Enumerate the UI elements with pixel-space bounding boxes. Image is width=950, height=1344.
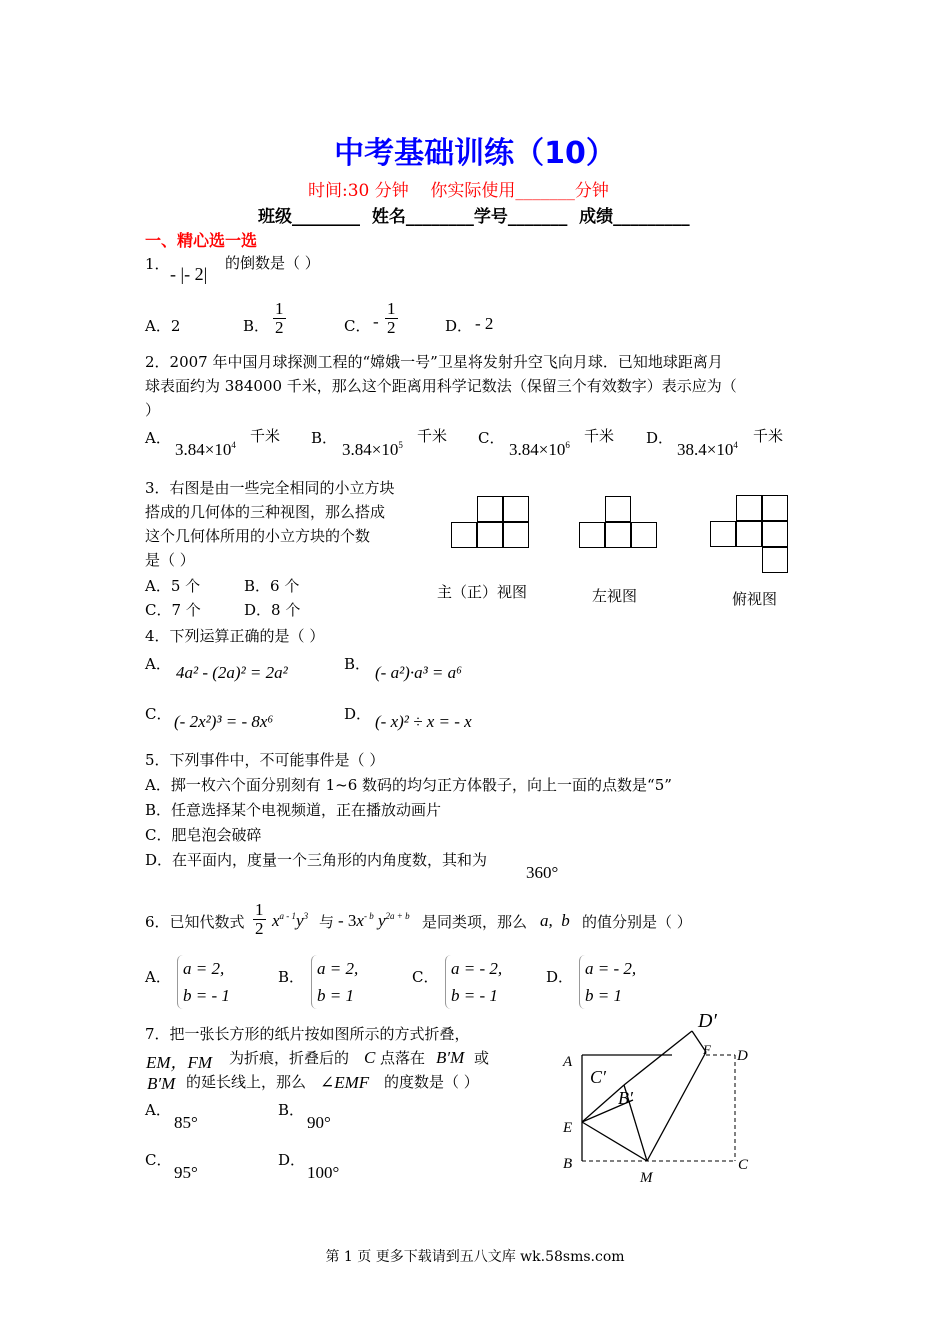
label-A: A <box>563 1054 573 1070</box>
left-view-cell <box>631 522 657 548</box>
top-view-caption: 俯视图 <box>732 590 778 608</box>
q7-option-b-value: 90° <box>307 1113 331 1132</box>
top-view-cell <box>762 521 788 547</box>
q2-option-c-label: C． <box>478 429 505 447</box>
q2-a-exp: 4 <box>231 440 236 450</box>
top-view-cell <box>710 521 736 547</box>
q2-option-b-unit: 千米 <box>417 427 448 445</box>
q6-option-d-label: D． <box>546 968 574 986</box>
q2-option-a-unit: 千米 <box>250 427 281 445</box>
q6-fraction <box>253 901 266 938</box>
q7-fold-diagram <box>555 1005 770 1190</box>
q6-term-2: - $3x^{- b}$ $y^{2a + b}$ <box>338 911 410 930</box>
q2-option-d-label: D． <box>646 429 674 447</box>
time-line: 时间:30 分钟 你实际使用_______分钟 <box>308 181 609 201</box>
q4-option-c-expr: (- 2x²)³ = - 8x⁶ <box>174 712 274 731</box>
q7-line-3-end: 的度数是（ ） <box>384 1073 479 1091</box>
q6-c-line-2: b = - 1 <box>451 986 498 1005</box>
q7-option-d-label: D． <box>278 1151 306 1169</box>
info-line: 班级________ 姓名________学号_______ 成绩_________ <box>258 207 690 227</box>
edge-Cp-Dp <box>624 1031 692 1085</box>
q5-option-b: B．任意选择某个电视频道，正在播放动画片 <box>145 801 442 819</box>
front-view-cell <box>451 522 477 548</box>
page-footer: 第 1 页 更多下载请到五八文库 wk.58sms.com <box>325 1249 625 1265</box>
q7-option-c-label: C． <box>145 1151 172 1169</box>
q6-b-line-1: a = 2, <box>317 959 359 978</box>
q6-a-line-1: a = 2, <box>183 959 225 978</box>
q1-option-b-label: B． <box>243 317 270 335</box>
q4-option-d-label: D． <box>344 705 372 723</box>
q1-option-d-value: - 2 <box>475 314 494 333</box>
q1-c-numerator: 1 <box>387 299 396 318</box>
top-view-cell <box>736 495 762 521</box>
q3-line-1: 3．右图是由一些完全相同的小立方块 <box>145 479 395 497</box>
q1-number: 1． <box>145 255 170 273</box>
q1-option-b-frac <box>273 300 286 337</box>
q1-c-denominator: 2 <box>387 318 396 337</box>
front-view-cell <box>477 496 503 522</box>
label-D-prime: D′ <box>698 1010 717 1032</box>
q7-option-c-value: 95° <box>174 1163 198 1182</box>
label-B-prime: B′ <box>618 1088 633 1108</box>
label-B: B <box>563 1156 573 1172</box>
q7-angle: ∠EMF <box>320 1073 370 1092</box>
top-view-cell <box>736 521 762 547</box>
label-M: M <box>640 1170 653 1186</box>
q2-c-exp: 6 <box>565 440 570 450</box>
q7-em-fm: EM，FM <box>146 1053 213 1072</box>
front-view-caption: 主（正）视图 <box>437 583 528 601</box>
q2-option-d-unit: 千米 <box>753 427 784 445</box>
q1-option-d-label: D． <box>445 317 473 335</box>
q3-option-d: D．8 个 <box>244 601 301 619</box>
front-view-cell <box>477 522 503 548</box>
q6-mid-word: 与 <box>319 913 335 931</box>
q7-bm-2: B′M <box>147 1074 176 1093</box>
label-C-prime: C′ <box>590 1067 606 1087</box>
q1-option-c-frac <box>385 300 398 337</box>
q5-option-d-value: 360° <box>526 863 559 882</box>
q6-d-line-1: a = - 2, <box>585 959 637 978</box>
page-title: 中考基础训练（10） <box>334 136 616 171</box>
q1-stem: 的倒数是（ ） <box>225 254 320 272</box>
q6-option-c-label: C． <box>412 968 439 986</box>
q2-a-base: 3.84×10 <box>175 440 232 459</box>
q1-b-denominator: 2 <box>275 318 284 337</box>
q7-line-2-end: 或 <box>474 1049 490 1067</box>
q2-line-1: 2．2007 年中国月球探测工程的“嫦娥一号”卫星将发射升空飞向月球．已知地球距离月 <box>145 353 723 371</box>
q6-term-1: $x^{a - 1}y^3$ <box>272 911 309 930</box>
q5-option-a: A．掷一枚六个面分别刻有 1~6 数码的均匀正方体骰子，向上一面的点数是“5” <box>145 776 672 794</box>
q6-a-line-2: b = - 1 <box>183 986 230 1005</box>
q4-option-b-label: B． <box>344 655 371 673</box>
label-E: E <box>563 1120 573 1136</box>
section-heading: 一、精心选一选 <box>145 231 258 250</box>
q2-line-2: 球表面约为 384000 千米，那么这个距离用科学记数法（保留三个有效数字）表示应为（ <box>145 377 737 395</box>
q6-option-d-system <box>579 955 636 1009</box>
q6-prefix: 6．已知代数式 <box>145 913 245 931</box>
q2-d-exp: 4 <box>733 440 738 450</box>
front-view-cell <box>503 522 529 548</box>
top-view-cell <box>762 495 788 521</box>
q7-option-a-label: A． <box>145 1101 171 1119</box>
q3-option-a: A．5 个 <box>145 577 201 595</box>
q4-option-a-label: A． <box>145 655 171 673</box>
left-view-caption: 左视图 <box>592 587 638 605</box>
q4-option-d-expr: (- x)² ÷ x = - x <box>375 712 472 731</box>
q6-frac-numerator: 1 <box>255 900 264 919</box>
q4-option-b-expr: (- a²)·a³ = a⁶ <box>375 663 463 682</box>
q6-b-line-2: b = 1 <box>317 986 354 1005</box>
q2-c-base: 3.84×10 <box>509 440 566 459</box>
q2-option-c-unit: 千米 <box>584 427 615 445</box>
q3-option-c: C．7 个 <box>145 601 201 619</box>
left-view-cell <box>605 496 631 522</box>
q7-option-a-value: 85° <box>174 1113 198 1132</box>
q2-b-base: 3.84×10 <box>342 440 399 459</box>
q1-option-c-sign: - <box>373 312 379 331</box>
q5-option-c: C．肥皂泡会破碎 <box>145 826 262 844</box>
q7-c-var: C <box>364 1048 376 1067</box>
q7-line-1: 7．把一张长方形的纸片按如图所示的方式折叠， <box>145 1025 470 1043</box>
q6-variables: a, b <box>540 911 570 930</box>
q1-option-c-label: C． <box>344 317 371 335</box>
q6-frac-denominator: 2 <box>255 919 264 938</box>
left-view-cell <box>579 522 605 548</box>
q3-line-2: 搭成的几何体的三种视图，那么搭成 <box>145 503 386 521</box>
fold-FM <box>647 1052 706 1161</box>
q1-b-numerator: 1 <box>275 299 284 318</box>
q7-option-d-value: 100° <box>307 1163 340 1182</box>
q7-line-2-mid2: 点落在 <box>380 1049 426 1067</box>
q6-d-line-2: b = 1 <box>585 986 622 1005</box>
q4-option-a-expr: 4a² - (2a)² = 2a² <box>176 663 288 682</box>
q2-option-b-label: B． <box>311 429 338 447</box>
q7-line-3-mid: 的延长线上，那么 <box>186 1073 307 1091</box>
q4-stem: 4．下列运算正确的是（ ） <box>145 627 325 645</box>
q4-option-c-label: C． <box>145 705 172 723</box>
left-view-cell <box>605 522 631 548</box>
q2-line-3: ） <box>145 401 161 419</box>
q3-line-4: 是（ ） <box>145 551 195 569</box>
q2-option-d-value <box>677 440 738 460</box>
q7-option-b-label: B． <box>278 1101 305 1119</box>
q2-option-b-value <box>342 440 403 460</box>
q6-option-b-system <box>311 955 358 1009</box>
q1-expr: - |- 2| <box>170 264 208 284</box>
q6-suffix: 是同类项，那么 <box>422 913 528 931</box>
q2-option-a-label: A． <box>145 429 171 447</box>
q6-tail: 的值分别是（ ） <box>582 913 692 931</box>
q2-option-a-value <box>175 440 236 460</box>
label-F: F <box>703 1042 711 1057</box>
top-view-cell <box>762 547 788 573</box>
q6-option-b-label: B． <box>278 968 305 986</box>
q7-line-2-mid: 为折痕，折叠后的 <box>229 1049 350 1067</box>
q3-line-3: 这个几何体所用的小立方块的个数 <box>145 527 371 545</box>
q1-option-a: A．2 <box>145 317 181 335</box>
q6-c-line-1: a = - 2, <box>451 959 503 978</box>
front-view-cell <box>503 496 529 522</box>
q2-option-c-value <box>509 440 570 460</box>
q6-option-a-label: A． <box>145 968 171 986</box>
q7-bm: B′M <box>436 1048 465 1067</box>
q6-option-c-system <box>445 955 502 1009</box>
q5-stem: 5．下列事件中，不可能事件是（ ） <box>145 751 385 769</box>
q2-b-exp: 5 <box>398 440 403 450</box>
q5-option-d: D．在平面内，度量一个三角形的内角度数，其和为 <box>145 851 488 869</box>
label-D: D <box>737 1048 748 1064</box>
label-C: C <box>738 1157 749 1173</box>
q6-option-a-system <box>177 955 230 1009</box>
q3-option-b: B．6 个 <box>244 577 300 595</box>
q2-d-base: 38.4×10 <box>677 440 734 459</box>
